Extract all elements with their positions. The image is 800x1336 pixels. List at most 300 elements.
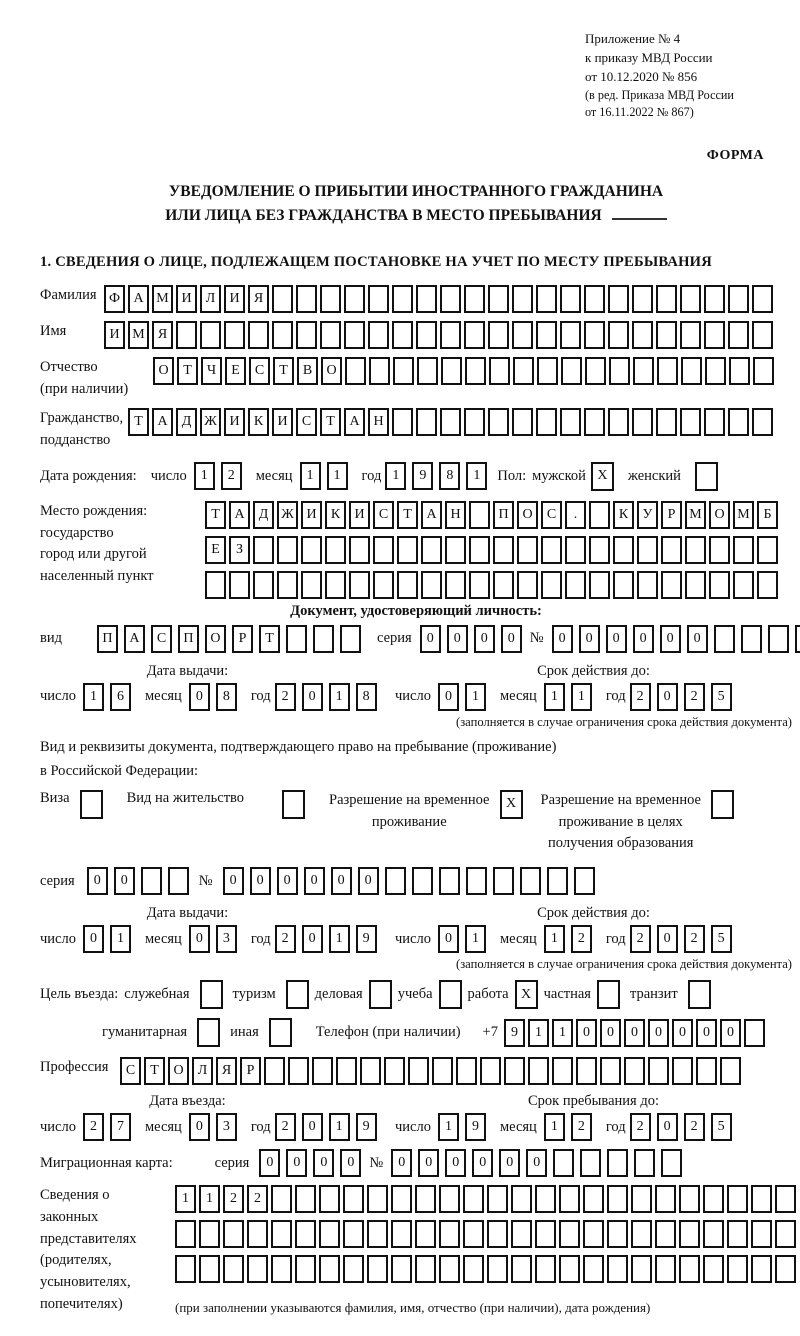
char-box[interactable]: Т: [177, 357, 198, 385]
char-box[interactable]: [681, 357, 702, 385]
char-box[interactable]: 0: [552, 625, 573, 653]
char-box[interactable]: 1: [327, 462, 348, 490]
char-box[interactable]: [795, 625, 800, 653]
char-box[interactable]: [512, 408, 533, 436]
char-box[interactable]: 7: [110, 1113, 131, 1141]
char-box[interactable]: 0: [606, 625, 627, 653]
char-box[interactable]: [703, 1185, 724, 1213]
char-box[interactable]: [559, 1220, 580, 1248]
char-box[interactable]: [535, 1185, 556, 1213]
char-box[interactable]: 1: [544, 925, 565, 953]
char-box[interactable]: [253, 536, 274, 564]
char-box[interactable]: [560, 408, 581, 436]
char-box[interactable]: [277, 536, 298, 564]
char-box[interactable]: [312, 1057, 333, 1085]
char-box[interactable]: [608, 285, 629, 313]
char-box[interactable]: [536, 408, 557, 436]
char-box[interactable]: [727, 1185, 748, 1213]
char-box[interactable]: [589, 571, 610, 599]
char-box[interactable]: 0: [418, 1149, 439, 1177]
char-box[interactable]: С: [296, 408, 317, 436]
char-box[interactable]: 0: [657, 683, 678, 711]
purpose-transit-checkbox[interactable]: [688, 980, 711, 1009]
char-box[interactable]: [345, 357, 366, 385]
char-box[interactable]: [282, 790, 305, 819]
char-box[interactable]: 0: [501, 625, 522, 653]
char-box[interactable]: [223, 1255, 244, 1283]
char-box[interactable]: [247, 1220, 268, 1248]
char-box[interactable]: [141, 867, 162, 895]
char-box[interactable]: Я: [248, 285, 269, 313]
char-box[interactable]: И: [176, 285, 197, 313]
char-box[interactable]: [632, 285, 653, 313]
char-box[interactable]: [576, 1057, 597, 1085]
char-box[interactable]: 0: [358, 867, 379, 895]
char-box[interactable]: П: [97, 625, 118, 653]
char-box[interactable]: 2: [684, 925, 705, 953]
char-box[interactable]: 0: [657, 925, 678, 953]
char-box[interactable]: [224, 321, 245, 349]
char-box[interactable]: 1: [528, 1019, 549, 1047]
char-box[interactable]: [469, 536, 490, 564]
char-box[interactable]: [584, 321, 605, 349]
char-box[interactable]: И: [272, 408, 293, 436]
char-box[interactable]: [464, 285, 485, 313]
char-box[interactable]: [656, 321, 677, 349]
char-box[interactable]: Р: [232, 625, 253, 653]
char-box[interactable]: 2: [275, 1113, 296, 1141]
char-box[interactable]: И: [301, 501, 322, 529]
char-box[interactable]: Л: [200, 285, 221, 313]
char-box[interactable]: [393, 357, 414, 385]
char-box[interactable]: 2: [275, 683, 296, 711]
char-box[interactable]: О: [517, 501, 538, 529]
char-box[interactable]: [440, 321, 461, 349]
char-box[interactable]: [679, 1255, 700, 1283]
char-box[interactable]: [487, 1185, 508, 1213]
char-box[interactable]: [632, 408, 653, 436]
char-box[interactable]: [559, 1255, 580, 1283]
char-box[interactable]: 8: [216, 683, 237, 711]
char-box[interactable]: 0: [624, 1019, 645, 1047]
char-box[interactable]: [421, 571, 442, 599]
char-box[interactable]: 0: [223, 867, 244, 895]
char-box[interactable]: [513, 357, 534, 385]
char-box[interactable]: Ж: [277, 501, 298, 529]
char-box[interactable]: 1: [329, 683, 350, 711]
char-box[interactable]: [415, 1255, 436, 1283]
char-box[interactable]: [741, 625, 762, 653]
char-box[interactable]: [487, 1255, 508, 1283]
char-box[interactable]: [336, 1057, 357, 1085]
char-box[interactable]: [301, 536, 322, 564]
char-box[interactable]: 0: [302, 1113, 323, 1141]
char-box[interactable]: [349, 536, 370, 564]
char-box[interactable]: [512, 285, 533, 313]
char-box[interactable]: [757, 571, 778, 599]
char-box[interactable]: [661, 536, 682, 564]
char-box[interactable]: [384, 1057, 405, 1085]
char-box[interactable]: [695, 462, 718, 491]
char-box[interactable]: [466, 867, 487, 895]
char-box[interactable]: 1: [544, 1113, 565, 1141]
char-box[interactable]: [560, 285, 581, 313]
char-box[interactable]: В: [297, 357, 318, 385]
char-box[interactable]: [493, 867, 514, 895]
char-box[interactable]: [775, 1255, 796, 1283]
char-box[interactable]: 0: [189, 683, 210, 711]
char-box[interactable]: [709, 536, 730, 564]
char-box[interactable]: [319, 1220, 340, 1248]
char-box[interactable]: [441, 357, 462, 385]
char-box[interactable]: [656, 285, 677, 313]
char-box[interactable]: 5: [711, 1113, 732, 1141]
char-box[interactable]: [608, 408, 629, 436]
char-box[interactable]: [607, 1255, 628, 1283]
char-box[interactable]: [264, 1057, 285, 1085]
char-box[interactable]: [584, 408, 605, 436]
char-box[interactable]: [751, 1220, 772, 1248]
char-box[interactable]: [271, 1220, 292, 1248]
char-box[interactable]: О: [321, 357, 342, 385]
purpose-work-checkbox[interactable]: [515, 980, 538, 1009]
char-box[interactable]: [325, 571, 346, 599]
char-box[interactable]: 9: [504, 1019, 525, 1047]
char-box[interactable]: [349, 571, 370, 599]
char-box[interactable]: [488, 321, 509, 349]
char-box[interactable]: [286, 625, 307, 653]
char-box[interactable]: 1: [175, 1185, 196, 1213]
char-box[interactable]: [343, 1185, 364, 1213]
char-box[interactable]: 1: [466, 462, 487, 490]
char-box[interactable]: [637, 571, 658, 599]
char-box[interactable]: [744, 1019, 765, 1047]
char-box[interactable]: Ч: [201, 357, 222, 385]
char-box[interactable]: [197, 1018, 220, 1047]
char-box[interactable]: [752, 321, 773, 349]
char-box[interactable]: [536, 285, 557, 313]
char-box[interactable]: [391, 1220, 412, 1248]
char-box[interactable]: [493, 536, 514, 564]
char-box[interactable]: [343, 1255, 364, 1283]
char-box[interactable]: 3: [216, 925, 237, 953]
char-box[interactable]: [607, 1185, 628, 1213]
purpose-humanitarian-checkbox[interactable]: [197, 1018, 220, 1047]
char-box[interactable]: О: [168, 1057, 189, 1085]
char-box[interactable]: С: [373, 501, 394, 529]
char-box[interactable]: М: [152, 285, 173, 313]
purpose-official-checkbox[interactable]: [200, 980, 223, 1009]
char-box[interactable]: [288, 1057, 309, 1085]
char-box[interactable]: [340, 625, 361, 653]
char-box[interactable]: [560, 321, 581, 349]
char-box[interactable]: [412, 867, 433, 895]
char-box[interactable]: [367, 1185, 388, 1213]
char-box[interactable]: Р: [661, 501, 682, 529]
char-box[interactable]: 0: [189, 925, 210, 953]
char-box[interactable]: [175, 1255, 196, 1283]
char-box[interactable]: Д: [253, 501, 274, 529]
char-box[interactable]: К: [248, 408, 269, 436]
char-box[interactable]: Я: [216, 1057, 237, 1085]
char-box[interactable]: [624, 1057, 645, 1085]
char-box[interactable]: 0: [672, 1019, 693, 1047]
char-box[interactable]: [271, 1255, 292, 1283]
char-box[interactable]: [585, 357, 606, 385]
char-box[interactable]: [775, 1185, 796, 1213]
char-box[interactable]: [439, 1220, 460, 1248]
char-box[interactable]: [600, 1057, 621, 1085]
char-box[interactable]: [583, 1255, 604, 1283]
char-box[interactable]: [253, 571, 274, 599]
char-box[interactable]: 0: [331, 867, 352, 895]
char-box[interactable]: [416, 321, 437, 349]
char-box[interactable]: [728, 321, 749, 349]
char-box[interactable]: [752, 408, 773, 436]
char-box[interactable]: [416, 408, 437, 436]
char-box[interactable]: 0: [302, 925, 323, 953]
char-box[interactable]: [589, 536, 610, 564]
char-box[interactable]: [672, 1057, 693, 1085]
char-box[interactable]: [80, 790, 103, 819]
char-box[interactable]: [319, 1255, 340, 1283]
char-box[interactable]: 9: [356, 925, 377, 953]
char-box[interactable]: 5: [711, 925, 732, 953]
edu-permit-checkbox[interactable]: [711, 790, 734, 819]
purpose-business-checkbox[interactable]: [369, 980, 392, 1009]
char-box[interactable]: [295, 1220, 316, 1248]
char-box[interactable]: 2: [571, 925, 592, 953]
char-box[interactable]: Ф: [104, 285, 125, 313]
char-box[interactable]: 0: [474, 625, 495, 653]
char-box[interactable]: П: [493, 501, 514, 529]
char-box[interactable]: [487, 1220, 508, 1248]
char-box[interactable]: С: [120, 1057, 141, 1085]
char-box[interactable]: О: [205, 625, 226, 653]
char-box[interactable]: [583, 1220, 604, 1248]
char-box[interactable]: [631, 1185, 652, 1213]
char-box[interactable]: [344, 285, 365, 313]
char-box[interactable]: [368, 321, 389, 349]
char-box[interactable]: [703, 1255, 724, 1283]
char-box[interactable]: [465, 357, 486, 385]
char-box[interactable]: П: [178, 625, 199, 653]
char-box[interactable]: [703, 1220, 724, 1248]
char-box[interactable]: С: [249, 357, 270, 385]
char-box[interactable]: 1: [110, 925, 131, 953]
char-box[interactable]: [655, 1255, 676, 1283]
char-box[interactable]: [775, 1220, 796, 1248]
char-box[interactable]: [580, 1149, 601, 1177]
char-box[interactable]: 8: [439, 462, 460, 490]
char-box[interactable]: [752, 285, 773, 313]
char-box[interactable]: 2: [221, 462, 242, 490]
char-box[interactable]: [480, 1057, 501, 1085]
char-box[interactable]: 0: [633, 625, 654, 653]
char-box[interactable]: [751, 1185, 772, 1213]
char-box[interactable]: [319, 1185, 340, 1213]
char-box[interactable]: [729, 357, 750, 385]
char-box[interactable]: 1: [571, 683, 592, 711]
char-box[interactable]: [541, 571, 562, 599]
char-box[interactable]: И: [224, 408, 245, 436]
char-box[interactable]: [440, 285, 461, 313]
char-box[interactable]: [416, 285, 437, 313]
char-box[interactable]: А: [128, 285, 149, 313]
char-box[interactable]: 0: [340, 1149, 361, 1177]
char-box[interactable]: [661, 1149, 682, 1177]
char-box[interactable]: [301, 571, 322, 599]
char-box[interactable]: 0: [576, 1019, 597, 1047]
char-box[interactable]: [727, 1220, 748, 1248]
char-box[interactable]: 0: [87, 867, 108, 895]
char-box[interactable]: 1: [465, 683, 486, 711]
char-box[interactable]: 1: [552, 1019, 573, 1047]
char-box[interactable]: 1: [329, 925, 350, 953]
char-box[interactable]: Ж: [200, 408, 221, 436]
char-box[interactable]: 6: [110, 683, 131, 711]
char-box[interactable]: [696, 1057, 717, 1085]
char-box[interactable]: К: [325, 501, 346, 529]
char-box[interactable]: [415, 1220, 436, 1248]
char-box[interactable]: И: [349, 501, 370, 529]
char-box[interactable]: [597, 980, 620, 1009]
char-box[interactable]: [504, 1057, 525, 1085]
char-box[interactable]: [727, 1255, 748, 1283]
char-box[interactable]: [655, 1185, 676, 1213]
char-box[interactable]: [511, 1255, 532, 1283]
char-box[interactable]: [753, 357, 774, 385]
char-box[interactable]: 0: [259, 1149, 280, 1177]
char-box[interactable]: [392, 321, 413, 349]
char-box[interactable]: М: [685, 501, 706, 529]
char-box[interactable]: [463, 1185, 484, 1213]
char-box[interactable]: [661, 571, 682, 599]
char-box[interactable]: 5: [711, 683, 732, 711]
char-box[interactable]: 0: [579, 625, 600, 653]
char-box[interactable]: [493, 571, 514, 599]
char-box[interactable]: [637, 536, 658, 564]
char-box[interactable]: Я: [152, 321, 173, 349]
char-box[interactable]: [608, 321, 629, 349]
char-box[interactable]: [469, 501, 490, 529]
char-box[interactable]: [320, 321, 341, 349]
char-box[interactable]: [512, 321, 533, 349]
char-box[interactable]: [248, 321, 269, 349]
char-box[interactable]: [445, 536, 466, 564]
char-box[interactable]: Т: [320, 408, 341, 436]
char-box[interactable]: Е: [225, 357, 246, 385]
char-box[interactable]: [456, 1057, 477, 1085]
char-box[interactable]: 1: [300, 462, 321, 490]
char-box[interactable]: [541, 536, 562, 564]
char-box[interactable]: [391, 1255, 412, 1283]
char-box[interactable]: [373, 571, 394, 599]
char-box[interactable]: [704, 408, 725, 436]
char-box[interactable]: [634, 1149, 655, 1177]
char-box[interactable]: [552, 1057, 573, 1085]
char-box[interactable]: [286, 980, 309, 1009]
char-box[interactable]: [271, 1185, 292, 1213]
char-box[interactable]: 0: [438, 683, 459, 711]
char-box[interactable]: А: [421, 501, 442, 529]
char-box[interactable]: Л: [192, 1057, 213, 1085]
char-box[interactable]: А: [152, 408, 173, 436]
char-box[interactable]: 1: [83, 683, 104, 711]
char-box[interactable]: [705, 357, 726, 385]
char-box[interactable]: [565, 536, 586, 564]
char-box[interactable]: [632, 321, 653, 349]
char-box[interactable]: 2: [571, 1113, 592, 1141]
char-box[interactable]: X: [591, 462, 614, 491]
char-box[interactable]: С: [151, 625, 172, 653]
char-box[interactable]: [368, 285, 389, 313]
char-box[interactable]: А: [124, 625, 145, 653]
char-box[interactable]: 8: [356, 683, 377, 711]
char-box[interactable]: 1: [544, 683, 565, 711]
char-box[interactable]: [511, 1220, 532, 1248]
char-box[interactable]: [607, 1149, 628, 1177]
char-box[interactable]: [463, 1220, 484, 1248]
char-box[interactable]: [688, 980, 711, 1009]
char-box[interactable]: 2: [223, 1185, 244, 1213]
char-box[interactable]: [733, 571, 754, 599]
char-box[interactable]: [397, 571, 418, 599]
char-box[interactable]: [680, 321, 701, 349]
char-box[interactable]: [553, 1149, 574, 1177]
purpose-tourism-checkbox[interactable]: [286, 980, 309, 1009]
char-box[interactable]: [313, 625, 334, 653]
char-box[interactable]: [369, 980, 392, 1009]
char-box[interactable]: 2: [684, 683, 705, 711]
char-box[interactable]: [392, 285, 413, 313]
char-box[interactable]: [583, 1185, 604, 1213]
char-box[interactable]: 0: [499, 1149, 520, 1177]
char-box[interactable]: [199, 1255, 220, 1283]
char-box[interactable]: 0: [304, 867, 325, 895]
char-box[interactable]: [296, 285, 317, 313]
char-box[interactable]: [175, 1220, 196, 1248]
char-box[interactable]: [408, 1057, 429, 1085]
char-box[interactable]: [392, 408, 413, 436]
char-box[interactable]: [685, 536, 706, 564]
char-box[interactable]: 0: [438, 925, 459, 953]
char-box[interactable]: [488, 285, 509, 313]
char-box[interactable]: Т: [144, 1057, 165, 1085]
char-box[interactable]: [343, 1220, 364, 1248]
char-box[interactable]: [421, 536, 442, 564]
temp-permit-checkbox[interactable]: [500, 790, 523, 819]
char-box[interactable]: 0: [250, 867, 271, 895]
char-box[interactable]: 0: [720, 1019, 741, 1047]
char-box[interactable]: Т: [205, 501, 226, 529]
char-box[interactable]: [391, 1185, 412, 1213]
char-box[interactable]: 2: [684, 1113, 705, 1141]
char-box[interactable]: [609, 357, 630, 385]
char-box[interactable]: [295, 1255, 316, 1283]
char-box[interactable]: 0: [648, 1019, 669, 1047]
char-box[interactable]: [489, 357, 510, 385]
char-box[interactable]: [709, 571, 730, 599]
char-box[interactable]: [656, 408, 677, 436]
char-box[interactable]: [205, 571, 226, 599]
char-box[interactable]: 0: [83, 925, 104, 953]
char-box[interactable]: [584, 285, 605, 313]
char-box[interactable]: Т: [259, 625, 280, 653]
char-box[interactable]: [296, 321, 317, 349]
char-box[interactable]: М: [733, 501, 754, 529]
char-box[interactable]: [714, 625, 735, 653]
